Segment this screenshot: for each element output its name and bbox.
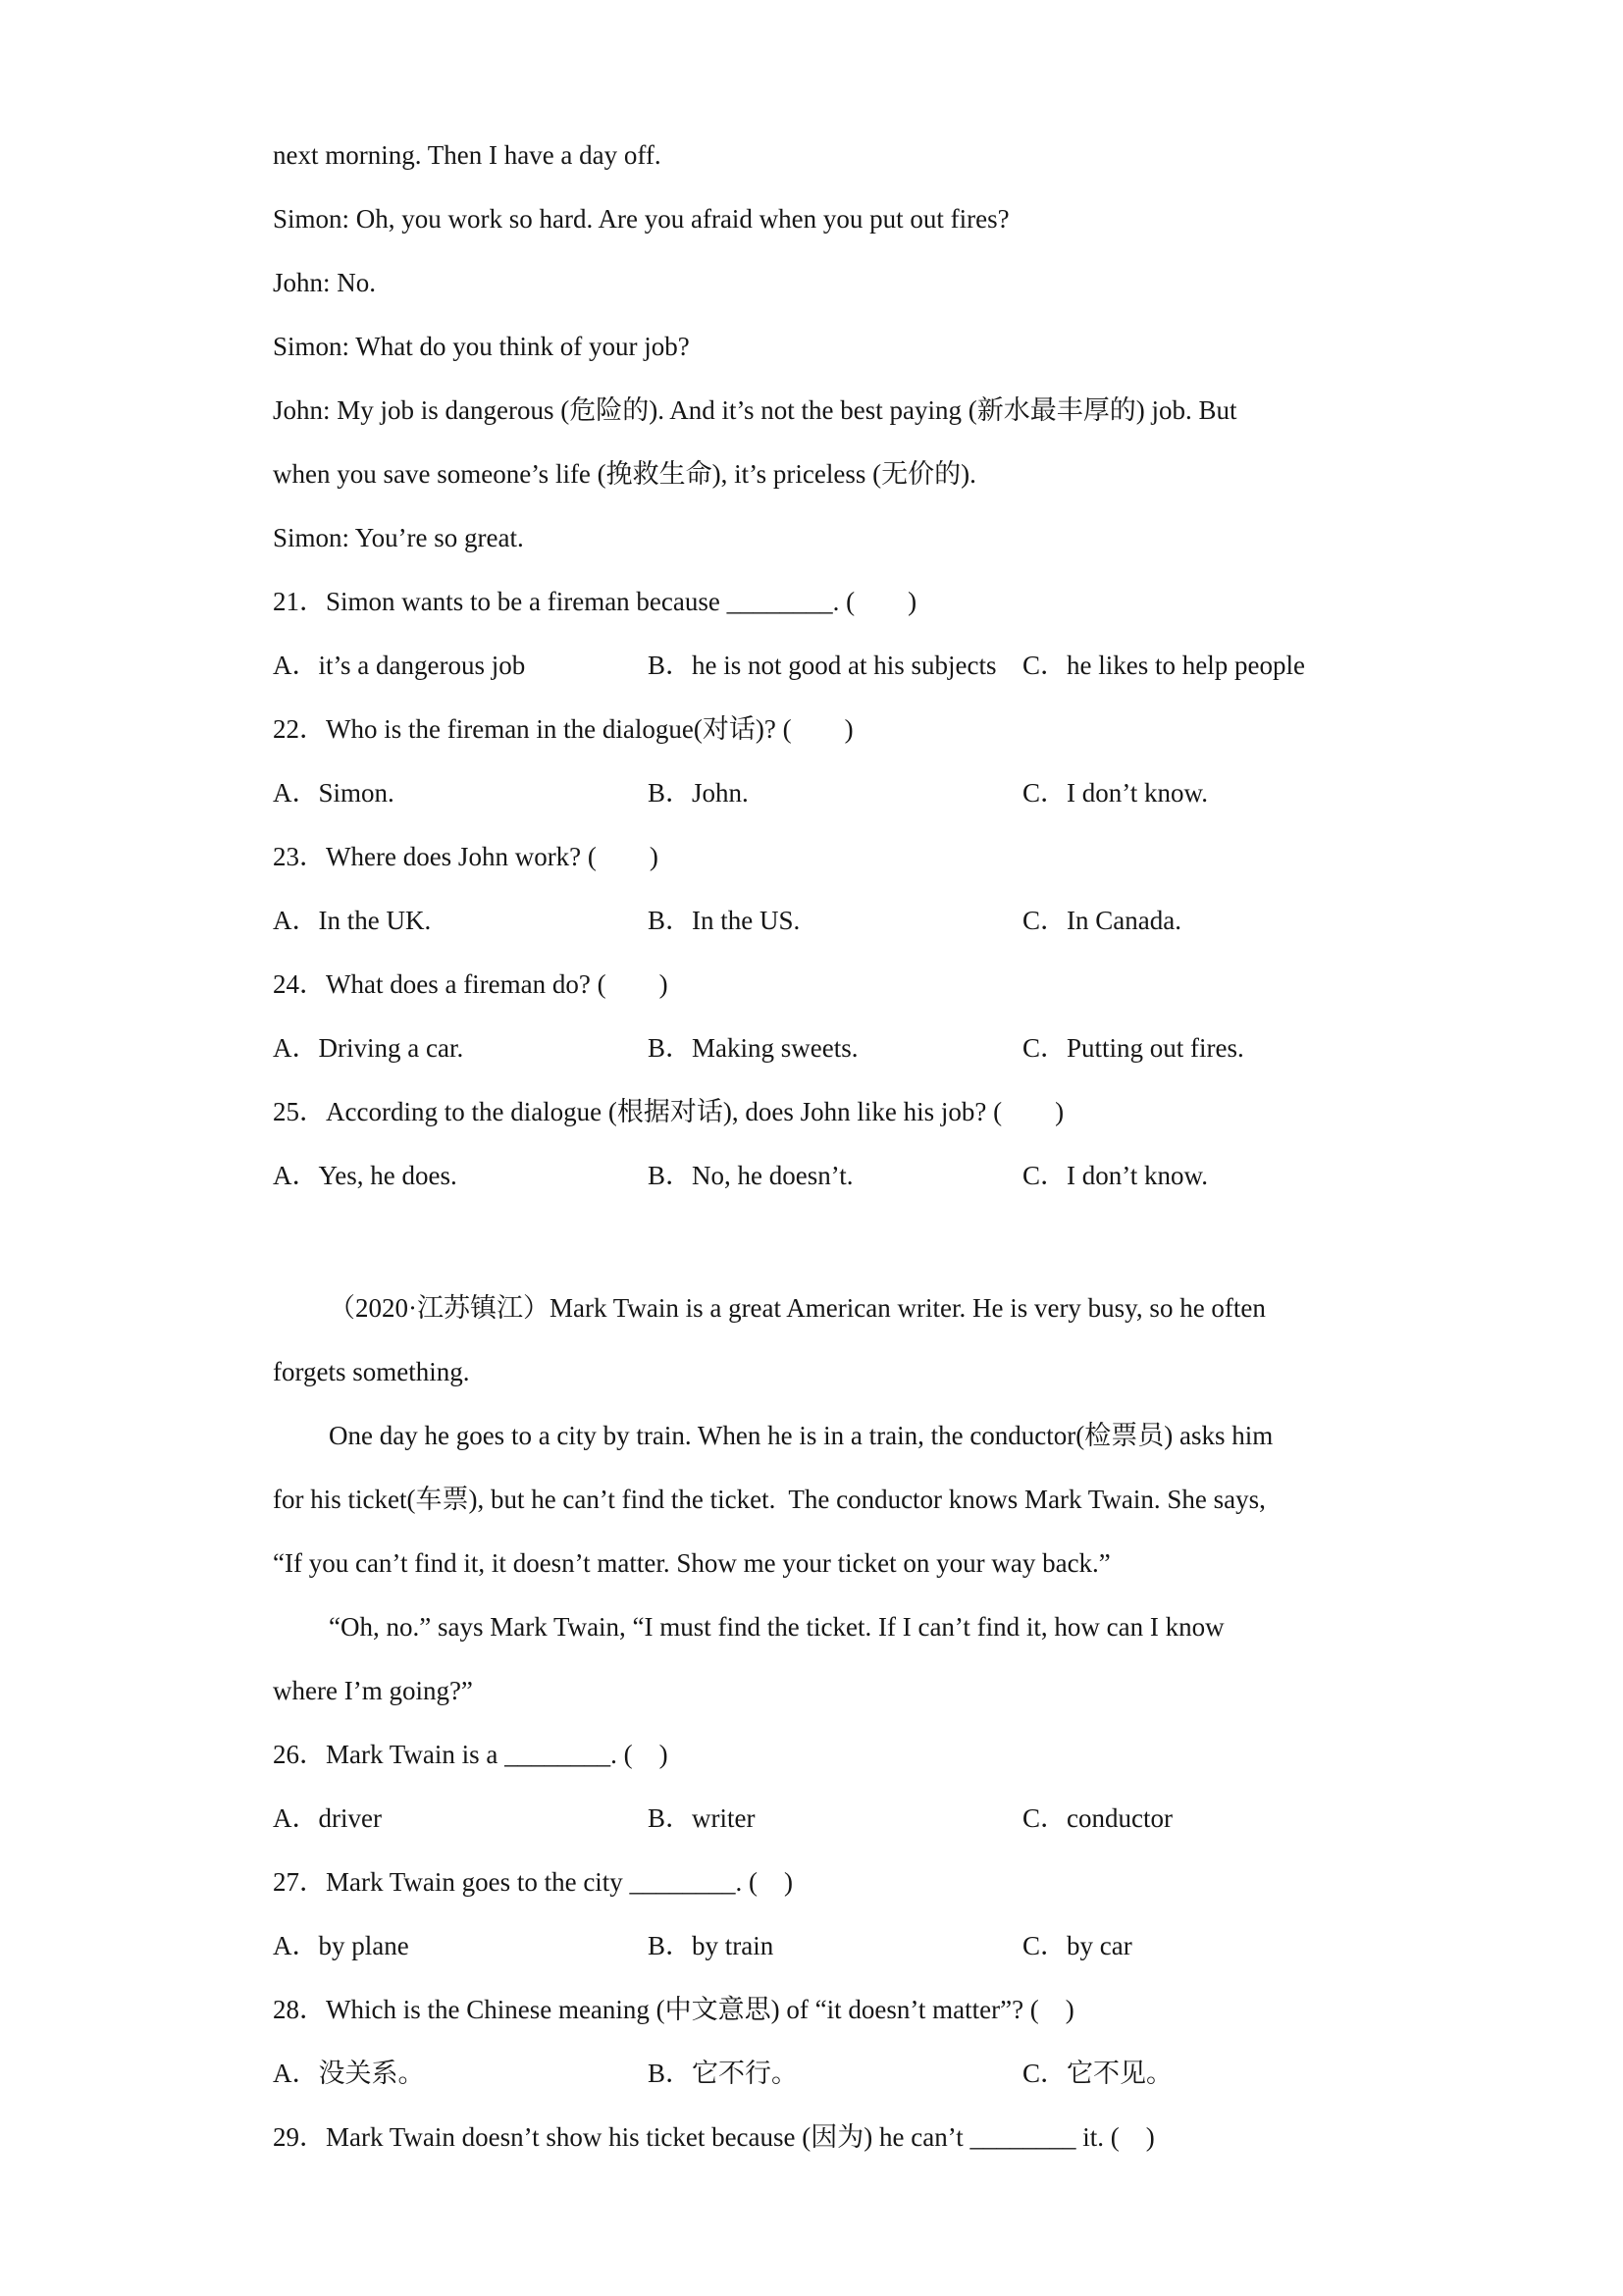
question-29-prompt: 29．Mark Twain doesn’t show his ticket because (因为) he can’t ________ it. ( ) [273,2122,1155,2152]
question-24-prompt: 24．What does a fireman do? ( ) [273,969,668,999]
dialogue-line: when you save someone’s life (挽救生命), it’s priceless (无价的). [273,459,976,489]
question-28-prompt: 28．Which is the Chinese meaning (中文意思) of “it doesn’t matter”? ( ) [273,1995,1074,2024]
question-25-prompt: 25．According to the dialogue (根据对话), does John like his job? ( ) [273,1097,1065,1126]
dialogue-line: Simon: Oh, you work so hard. Are you afraid when you put out fires? [273,204,1010,234]
question-22-option-a: A．Simon. [273,778,394,808]
dialogue-line: John: No. [273,268,377,297]
question-25-option-c: C．I don’t know. [1022,1161,1208,1190]
question-23-options [273,889,1377,953]
dialogue-line: Simon: You’re so great. [273,523,524,552]
passage-line: One day he goes to a city by train. When he is in a train, the conductor(检票员) asks him [329,1421,1274,1450]
question-27-options [273,1914,1377,1978]
question-27-prompt: 27．Mark Twain goes to the city ________. ( ) [273,1867,794,1897]
question-22-prompt: 22．Who is the fireman in the dialogue(对话)? ( ) [273,714,854,744]
question-26-prompt: 26．Mark Twain is a ________. ( ) [273,1740,668,1769]
question-25-option-b: B．No, he doesn’t. [648,1161,854,1190]
question-21-option-b: B．he is not good at his subjects [648,651,997,680]
question-26-option-b: B．writer [648,1803,756,1833]
question-21-option-a: A．it’s a dangerous job [273,651,526,680]
question-24-option-c: C．Putting out fires. [1022,1033,1244,1063]
question-28-options [273,2042,1377,2106]
dialogue-and-questions-21-25 [273,124,1377,1208]
question-22-options [273,761,1377,825]
question-21-options [273,634,1377,698]
question-28-option-b: B．它不行。 [648,2059,799,2088]
passage-line: “Oh, no.” says Mark Twain, “I must find the ticket. If I can’t find it, how can I know [329,1612,1225,1642]
passage-and-questions-26-29 [273,1277,1377,2169]
question-23-option-b: B．In the US. [648,906,801,935]
question-23-option-c: C．In Canada. [1022,906,1181,935]
question-26-option-a: A．driver [273,1803,382,1833]
passage-line: forgets something. [273,1357,470,1386]
question-24-option-a: A．Driving a car. [273,1033,464,1063]
question-22-option-b: B．John. [648,778,749,808]
question-22-option-c: C．I don’t know. [1022,778,1208,808]
question-28-option-a: A．没关系。 [273,2059,425,2088]
question-28-option-c: C．它不见。 [1022,2059,1174,2088]
question-27-option-b: B．by train [648,1931,774,1960]
question-23-option-a: A．In the UK. [273,906,432,935]
question-25-option-a: A．Yes, he does. [273,1161,457,1190]
question-27-option-c: C．by car [1022,1931,1132,1960]
question-27-option-a: A．by plane [273,1931,409,1960]
question-21-prompt: 21．Simon wants to be a fireman because ________. ( ) [273,587,917,616]
dialogue-line: John: My job is dangerous (危险的). And it’s not the best paying (新水最丰厚的) job. But [273,395,1237,425]
dialogue-line: Simon: What do you think of your job? [273,332,690,361]
question-26-option-c: C．conductor [1022,1803,1173,1833]
question-23-prompt: 23．Where does John work? ( ) [273,842,658,871]
passage-line: （2020·江苏镇江）Mark Twain is a great American writer. He is very busy, so he often [329,1293,1266,1323]
dialogue-line: next morning. Then I have a day off. [273,140,661,170]
question-25-options [273,1144,1377,1208]
question-21-option-c: C．he likes to help people [1022,651,1305,680]
passage-line: for his ticket(车票), but he can’t find the ticket. The conductor knows Mark Twain. She says, [273,1485,1266,1514]
question-24-options [273,1017,1377,1080]
passage-line: “If you can’t find it, it doesn’t matter. Show me your ticket on your way back.” [273,1548,1111,1578]
passage-line: where I’m going?” [273,1676,473,1705]
question-24-option-b: B．Making sweets. [648,1033,859,1063]
question-26-options [273,1787,1377,1851]
